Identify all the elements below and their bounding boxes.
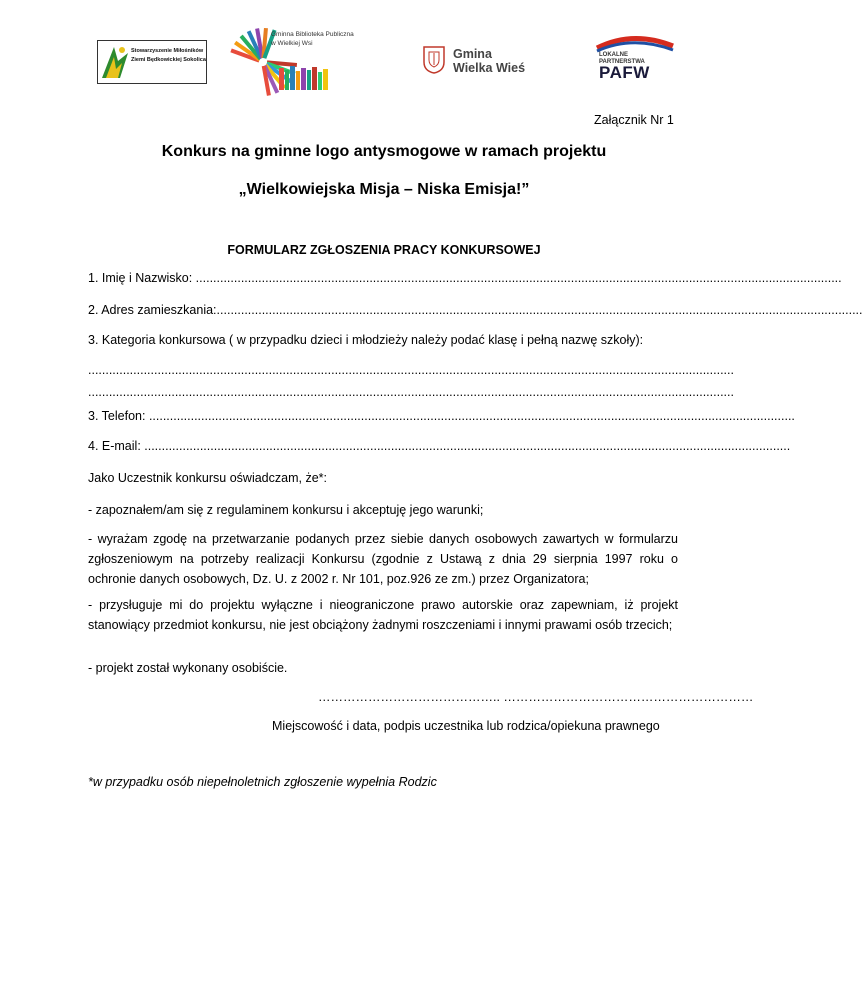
signature-caption: Miejscowość i data, podpis uczestnika lub rodzica/opiekuna prawnego bbox=[272, 719, 660, 733]
library-logo-text: Gminna Biblioteka Publiczna w Wielkiej Wsi bbox=[271, 31, 354, 47]
category-field-label: 3. Kategoria konkursowa ( w przypadku dzieci i młodzieży należy podać klasę i pełną nazwę szkoły): bbox=[88, 333, 644, 347]
category-line-2-dots: .......................................................................................................................................................................................... bbox=[88, 385, 734, 399]
gmina-logo-text: Gmina Wielka Wieś bbox=[453, 47, 526, 75]
association-emblem-icon bbox=[100, 43, 130, 80]
declaration-1: - zapoznałem/am się z regulaminem konkursu i akceptuję jego warunki; bbox=[88, 503, 484, 517]
footnote: *w przypadku osób niepełnoletnich zgłoszenie wypełnia Rodzic bbox=[88, 775, 437, 789]
form-title: FORMULARZ ZGŁOSZENIA PRACY KONKURSOWEJ bbox=[227, 243, 541, 257]
pafw-arc-icon bbox=[593, 32, 677, 52]
name-field-label: 1. Imię i Nazwisko: bbox=[88, 271, 196, 285]
gmina-crest-icon bbox=[423, 46, 445, 74]
address-field-label: 2. Adres zamieszkania: bbox=[88, 303, 217, 317]
email-field[interactable] bbox=[88, 438, 791, 454]
declaration-3: - przysługuje mi do projektu wyłączne i nieograniczone prawo autorskie oraz zapewniam, iż projekt stanowiący przedmiot konkursu, nie jest obciążony żadnymi roszczeniami i innymi prawami osób trzecich; bbox=[88, 598, 678, 632]
name-field-dots: .......................................................................................................................................................................................... bbox=[195, 271, 842, 285]
annex-label: Załącznik Nr 1 bbox=[594, 113, 674, 127]
email-field-label: 4. E-mail: bbox=[88, 439, 145, 453]
email-field-dots: .......................................................................................................................................................................................... bbox=[144, 439, 791, 453]
category-line-2[interactable] bbox=[88, 384, 734, 400]
declaration-4: - projekt został wykonany osobiście. bbox=[88, 661, 288, 675]
signature-line[interactable]: …………………………………….. …………………………………………………… bbox=[318, 690, 754, 704]
association-logo-text: Stowarzyszenie Miłośników Ziemi Będkowickiej Sokolica bbox=[131, 48, 206, 63]
pafw-logo-subtitle: LOKALNE PARTNERSTWA bbox=[599, 52, 645, 65]
category-line-1-dots: .......................................................................................................................................................................................... bbox=[88, 363, 734, 377]
pafw-logo-title: PAFW bbox=[599, 63, 650, 82]
declaration-intro: Jako Uczestnik konkursu oświadczam, że*: bbox=[88, 471, 327, 485]
category-line-1[interactable] bbox=[88, 362, 734, 378]
phone-field[interactable] bbox=[88, 408, 795, 424]
document-title-line2: „Wielkowiejska Misja – Niska Emisja!” bbox=[238, 181, 530, 198]
document-title-line1: Konkurs na gminne logo antysmogowe w ramach projektu bbox=[161, 143, 607, 160]
name-field[interactable] bbox=[88, 270, 842, 286]
pafw-logo bbox=[593, 32, 677, 84]
phone-field-dots: .......................................................................................................................................................................................... bbox=[148, 409, 795, 423]
declaration-2: - wyrażam zgodę na przetwarzanie podanych przez siebie danych osobowych zawartych w formularzu zgłoszeniowym na potrzeby realizacji Konkursu (zgodnie z Ustawą z dnia 29 sierpnia 1997 roku o ochronie danych osobowych, Dz. U. z 2002 r. Nr 101, poz.926 ze zm.) przez Organizatora; bbox=[88, 532, 678, 586]
phone-field-label: 3. Telefon: bbox=[88, 409, 149, 423]
address-field-dots: .......................................................................................................................................................................................... bbox=[216, 303, 863, 317]
address-field[interactable] bbox=[88, 302, 863, 318]
association-logo bbox=[97, 40, 207, 84]
library-logo bbox=[243, 18, 353, 100]
gmina-logo bbox=[423, 44, 533, 78]
